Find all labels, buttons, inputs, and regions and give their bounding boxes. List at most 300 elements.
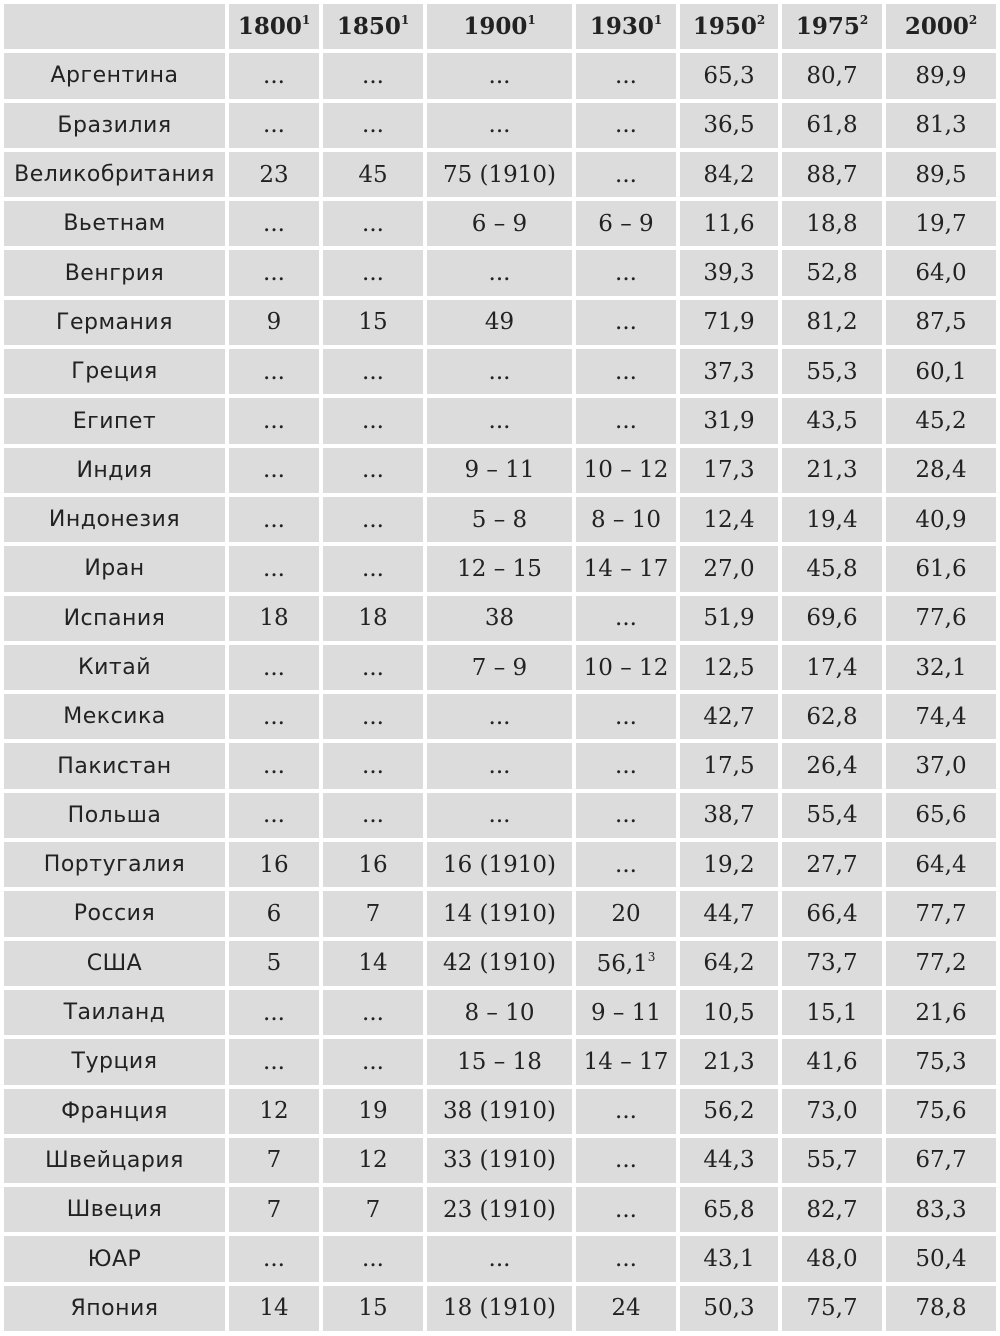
cell-value: 55,4 [806, 802, 858, 829]
value-cell [323, 1138, 423, 1183]
cell-value: 12,5 [703, 654, 755, 681]
value-cell [576, 743, 676, 788]
cell-value: 45,8 [806, 555, 858, 582]
cell-value: 81,2 [806, 309, 858, 336]
value-cell [576, 250, 676, 295]
value-cell [680, 201, 778, 246]
value-cell [576, 448, 676, 493]
cell-value: 82,7 [806, 1196, 858, 1223]
cell-value: ... [488, 62, 511, 89]
country-name-cell [4, 596, 225, 641]
cell-value: ... [488, 1246, 511, 1273]
country-name: Венгрия [64, 260, 165, 286]
value-cell [576, 349, 676, 394]
table-row [4, 1286, 996, 1331]
value-cell [427, 201, 572, 246]
country-name-cell [4, 1089, 225, 1134]
cell-value: ... [362, 654, 384, 681]
value-cell [576, 1236, 676, 1281]
value-cell [782, 596, 882, 641]
cell-value: 9 [266, 309, 282, 336]
cell-value: 42 (1910) [442, 950, 557, 977]
value-cell [323, 1187, 423, 1232]
value-cell [427, 398, 572, 443]
cell-value: 48,0 [806, 1246, 858, 1273]
value-cell [323, 842, 423, 887]
value-cell [680, 645, 778, 690]
value-cell [782, 546, 882, 591]
cell-value: 31,9 [703, 408, 755, 435]
column-header-label: 1900 [463, 13, 528, 41]
cell-value: ... [263, 112, 285, 139]
cell-value: 23 (1910) [442, 1196, 557, 1223]
cell-value: 45 [358, 161, 388, 188]
column-header-5 [680, 4, 778, 49]
cell-value: ... [263, 753, 285, 780]
country-name: ЮАР [87, 1246, 142, 1272]
table-row [4, 398, 996, 443]
cell-value: ... [615, 851, 637, 878]
cell-value: 10,5 [703, 999, 755, 1026]
cell-value: 44,3 [703, 1147, 755, 1174]
value-cell [576, 398, 676, 443]
column-header-label: 1930 [589, 13, 654, 41]
value-cell [680, 694, 778, 739]
value-cell [323, 349, 423, 394]
country-name: Турция [71, 1049, 158, 1075]
value-cell [323, 497, 423, 542]
value-cell [782, 250, 882, 295]
cell-value: 19,4 [806, 506, 858, 533]
value-cell [427, 448, 572, 493]
table-row [4, 990, 996, 1035]
value-cell [427, 645, 572, 690]
cell-value: ... [362, 703, 384, 730]
country-name: Китай [77, 655, 151, 680]
value-cell [680, 1039, 778, 1084]
value-cell [886, 1138, 996, 1183]
column-header-3 [427, 4, 572, 49]
value-cell [782, 743, 882, 788]
cell-value: ... [263, 703, 285, 730]
cell-value: 12 [358, 1147, 388, 1174]
value-cell [229, 349, 319, 394]
value-cell [323, 891, 423, 936]
table-row [4, 842, 996, 887]
country-name: Франция [61, 1098, 168, 1124]
value-cell [886, 1039, 996, 1084]
value-cell [782, 349, 882, 394]
cell-value: 21,3 [806, 457, 858, 484]
cell-value: 39,3 [703, 260, 755, 287]
country-name-cell [4, 1236, 225, 1281]
cell-value: 32,1 [915, 654, 967, 681]
value-cell [427, 546, 572, 591]
country-name: США [86, 950, 143, 976]
value-cell [886, 448, 996, 493]
value-cell [680, 1187, 778, 1232]
cell-value: 7 [266, 1147, 282, 1174]
value-cell [229, 990, 319, 1035]
table-header-row [4, 4, 996, 49]
cell-value: ... [263, 358, 285, 385]
cell-value: 42,7 [703, 703, 755, 730]
value-cell [427, 743, 572, 788]
value-cell [427, 842, 572, 887]
table-row [4, 1138, 996, 1183]
cell-value: 66,4 [806, 900, 858, 927]
country-name-cell [4, 497, 225, 542]
country-name-cell [4, 645, 225, 690]
value-cell [576, 53, 676, 98]
value-cell [680, 349, 778, 394]
cell-value: ... [362, 62, 384, 89]
cell-value: ... [615, 703, 637, 730]
cell-value: 17,4 [806, 654, 858, 681]
cell-value: 9 – 11 [590, 999, 662, 1026]
cell-value: 64,0 [915, 260, 967, 287]
cell-value: 71,9 [703, 309, 755, 336]
value-cell [229, 546, 319, 591]
cell-value: 12 – 15 [457, 555, 542, 582]
country-name-cell [4, 694, 225, 739]
country-name-cell [4, 201, 225, 246]
value-cell [576, 497, 676, 542]
value-cell [680, 842, 778, 887]
cell-value: ... [615, 358, 637, 385]
column-header-label: 1850 [336, 13, 401, 41]
cell-value: 27,0 [703, 555, 755, 582]
cell-value: ... [615, 260, 637, 287]
cell-value: 19,7 [915, 210, 967, 237]
table-row [4, 103, 996, 148]
cell-value: ... [615, 309, 637, 336]
cell-value: 41,6 [806, 1048, 858, 1075]
value-cell [886, 1236, 996, 1281]
cell-value: 16 [259, 851, 289, 878]
value-cell [323, 1236, 423, 1281]
value-cell [229, 1286, 319, 1331]
value-cell [886, 842, 996, 887]
country-name-cell [4, 398, 225, 443]
country-name: Пакистан [57, 753, 172, 779]
table-row [4, 941, 996, 986]
value-cell [576, 793, 676, 838]
cell-value: 40,9 [915, 506, 967, 533]
cell-value: 18,8 [806, 210, 858, 237]
cell-value: 45,2 [915, 408, 967, 435]
cell-value: 5 [266, 950, 282, 977]
cell-value: 89,9 [915, 62, 967, 89]
value-cell [427, 891, 572, 936]
country-name: Япония [70, 1295, 159, 1321]
cell-value: 77,7 [915, 900, 967, 927]
value-cell [229, 398, 319, 443]
value-cell [323, 546, 423, 591]
value-cell [229, 1039, 319, 1084]
cell-value: 7 [365, 1196, 381, 1223]
value-cell [427, 941, 572, 986]
country-name-cell [4, 103, 225, 148]
table-row [4, 53, 996, 98]
value-cell [323, 300, 423, 345]
table-row [4, 596, 996, 641]
cell-value: 81,3 [915, 112, 967, 139]
value-cell [427, 300, 572, 345]
country-name: Португалия [43, 852, 186, 878]
value-cell [886, 1089, 996, 1134]
cell-value: 14 [259, 1295, 289, 1322]
country-name-cell [4, 891, 225, 936]
cell-value: ... [263, 260, 285, 287]
value-cell [782, 891, 882, 936]
cell-value: 38,7 [703, 802, 755, 829]
table-row [4, 694, 996, 739]
column-header-4 [576, 4, 676, 49]
column-header-1 [229, 4, 319, 49]
cell-value: 37,0 [915, 753, 967, 780]
cell-value: ... [362, 358, 384, 385]
value-cell [782, 1187, 882, 1232]
value-cell [680, 941, 778, 986]
column-header-6 [782, 4, 882, 49]
value-cell [680, 596, 778, 641]
value-cell [229, 1187, 319, 1232]
value-cell [782, 941, 882, 986]
cell-value: 87,5 [915, 309, 967, 336]
cell-value: 75,6 [915, 1098, 967, 1125]
country-name-cell [4, 1039, 225, 1084]
cell-value: 14 (1910) [442, 900, 557, 927]
value-cell [229, 448, 319, 493]
value-cell [680, 743, 778, 788]
cell-value: 19 [358, 1098, 388, 1125]
value-cell [886, 891, 996, 936]
cell-value: 21,6 [915, 999, 967, 1026]
cell-value: 77,6 [915, 605, 967, 632]
country-name-cell [4, 349, 225, 394]
value-cell [323, 201, 423, 246]
value-cell [229, 1236, 319, 1281]
value-cell [886, 53, 996, 98]
value-cell [680, 250, 778, 295]
value-cell [576, 891, 676, 936]
value-cell [782, 152, 882, 197]
country-name: Польша [67, 802, 162, 828]
cell-value: 56,2 [703, 1098, 755, 1125]
table-row [4, 743, 996, 788]
cell-value: 18 [358, 605, 388, 632]
value-cell [576, 1286, 676, 1331]
value-cell [782, 1286, 882, 1331]
value-cell [576, 103, 676, 148]
cell-value: 43,1 [703, 1246, 755, 1273]
value-cell [886, 349, 996, 394]
value-cell [229, 891, 319, 936]
value-cell [782, 694, 882, 739]
country-name: Греция [71, 359, 158, 385]
cell-value: 14 [358, 950, 388, 977]
value-cell [886, 596, 996, 641]
cell-value: 14 – 17 [583, 1048, 669, 1075]
value-cell [886, 694, 996, 739]
cell-value: 6 – 9 [471, 210, 528, 237]
cell-value: 11,6 [703, 210, 755, 237]
cell-value: 14 – 17 [583, 555, 669, 582]
value-cell [576, 1187, 676, 1232]
cell-value: ... [263, 802, 285, 829]
column-header-footnote: 2 [859, 13, 869, 28]
value-cell [782, 990, 882, 1035]
table-row [4, 891, 996, 936]
cell-value: 43,5 [806, 408, 858, 435]
value-cell [229, 1089, 319, 1134]
cell-value: ... [615, 62, 637, 89]
cell-value: 65,6 [915, 802, 967, 829]
cell-value: 62,8 [806, 703, 858, 730]
value-cell [782, 103, 882, 148]
cell-value: 26,4 [806, 753, 858, 780]
column-header-label: 1950 [692, 13, 757, 41]
cell-value: 84,2 [703, 161, 755, 188]
value-cell [782, 300, 882, 345]
value-cell [680, 990, 778, 1035]
country-name: Великобритания [14, 162, 215, 188]
cell-value: 69,6 [806, 605, 858, 632]
cell-value: 83,3 [915, 1196, 967, 1223]
value-cell [229, 596, 319, 641]
value-cell [323, 694, 423, 739]
value-cell [680, 1286, 778, 1331]
cell-value: ... [362, 457, 384, 484]
value-cell [323, 398, 423, 443]
country-name-cell [4, 1286, 225, 1331]
value-cell [782, 1039, 882, 1084]
cell-value: ... [615, 802, 637, 829]
country-name: Аргентина [50, 63, 179, 89]
value-cell [229, 694, 319, 739]
cell-value: 74,4 [915, 703, 967, 730]
cell-value: 8 – 10 [590, 506, 662, 533]
cell-value: 28,4 [915, 457, 967, 484]
value-cell [782, 1089, 882, 1134]
value-cell [229, 103, 319, 148]
cell-value: 80,7 [806, 62, 858, 89]
cell-value: 50,3 [703, 1295, 755, 1322]
value-cell [229, 300, 319, 345]
value-cell [886, 398, 996, 443]
table-row [4, 497, 996, 542]
column-header-footnote: 1 [653, 13, 663, 28]
value-cell [427, 1138, 572, 1183]
table-row [4, 1187, 996, 1232]
cell-value: 6 – 9 [598, 210, 654, 237]
value-cell [323, 941, 423, 986]
column-header-label: 1975 [795, 13, 860, 41]
country-name: Индонезия [48, 507, 181, 533]
value-cell [886, 645, 996, 690]
cell-value: 16 (1910) [442, 851, 557, 878]
value-cell [427, 1039, 572, 1084]
cell-value: 7 [365, 900, 381, 927]
value-cell [229, 53, 319, 98]
value-cell [886, 743, 996, 788]
cell-value: 61,8 [806, 112, 858, 139]
country-name: Иран [84, 556, 145, 582]
value-cell [229, 842, 319, 887]
value-cell [229, 201, 319, 246]
value-cell [680, 1138, 778, 1183]
cell-value: ... [488, 358, 511, 385]
value-cell [782, 497, 882, 542]
cell-value: ... [362, 999, 384, 1026]
cell-value: ... [263, 1048, 285, 1075]
value-cell [782, 398, 882, 443]
cell-value: 38 [484, 605, 515, 632]
value-cell [427, 250, 572, 295]
country-name-cell [4, 1138, 225, 1183]
cell-value: ... [615, 605, 637, 632]
cell-value: 12 [259, 1098, 289, 1125]
column-header-label: 1800 [237, 13, 302, 41]
value-cell [886, 793, 996, 838]
cell-value: 9 – 11 [464, 457, 535, 484]
cell-value: 89,5 [915, 161, 967, 188]
cell-value: ... [615, 161, 637, 188]
value-cell [782, 1138, 882, 1183]
value-cell [576, 201, 676, 246]
value-cell [427, 349, 572, 394]
column-header-7 [886, 4, 996, 49]
value-cell [680, 152, 778, 197]
cell-value: 75,7 [806, 1295, 858, 1322]
value-cell [323, 103, 423, 148]
cell-value: 73,7 [806, 950, 858, 977]
value-cell [782, 53, 882, 98]
value-cell [427, 694, 572, 739]
value-cell [576, 1138, 676, 1183]
cell-value: 44,7 [703, 900, 755, 927]
cell-value: ... [362, 210, 384, 237]
cell-value: ... [615, 408, 637, 435]
cell-value: 15 [358, 309, 388, 336]
cell-value: ... [488, 753, 511, 780]
value-cell [680, 891, 778, 936]
value-cell [886, 990, 996, 1035]
value-cell [680, 300, 778, 345]
value-cell [576, 546, 676, 591]
country-name-cell [4, 448, 225, 493]
value-cell [323, 990, 423, 1035]
value-cell [576, 990, 676, 1035]
cell-value: 56,1 [596, 950, 648, 977]
cell-value: ... [488, 703, 511, 730]
country-name: Таиланд [63, 1000, 166, 1026]
country-name-cell [4, 250, 225, 295]
country-name-cell [4, 546, 225, 591]
table-row [4, 645, 996, 690]
value-cell [229, 1138, 319, 1183]
cell-value: 36,5 [703, 112, 755, 139]
value-cell [427, 152, 572, 197]
cell-value: 6 [266, 900, 282, 927]
cell-value: 61,6 [915, 555, 967, 582]
cell-value: 17,5 [703, 753, 755, 780]
cell-value: 67,7 [915, 1147, 967, 1174]
value-cell [782, 1236, 882, 1281]
value-cell [323, 743, 423, 788]
cell-value: ... [263, 506, 285, 533]
